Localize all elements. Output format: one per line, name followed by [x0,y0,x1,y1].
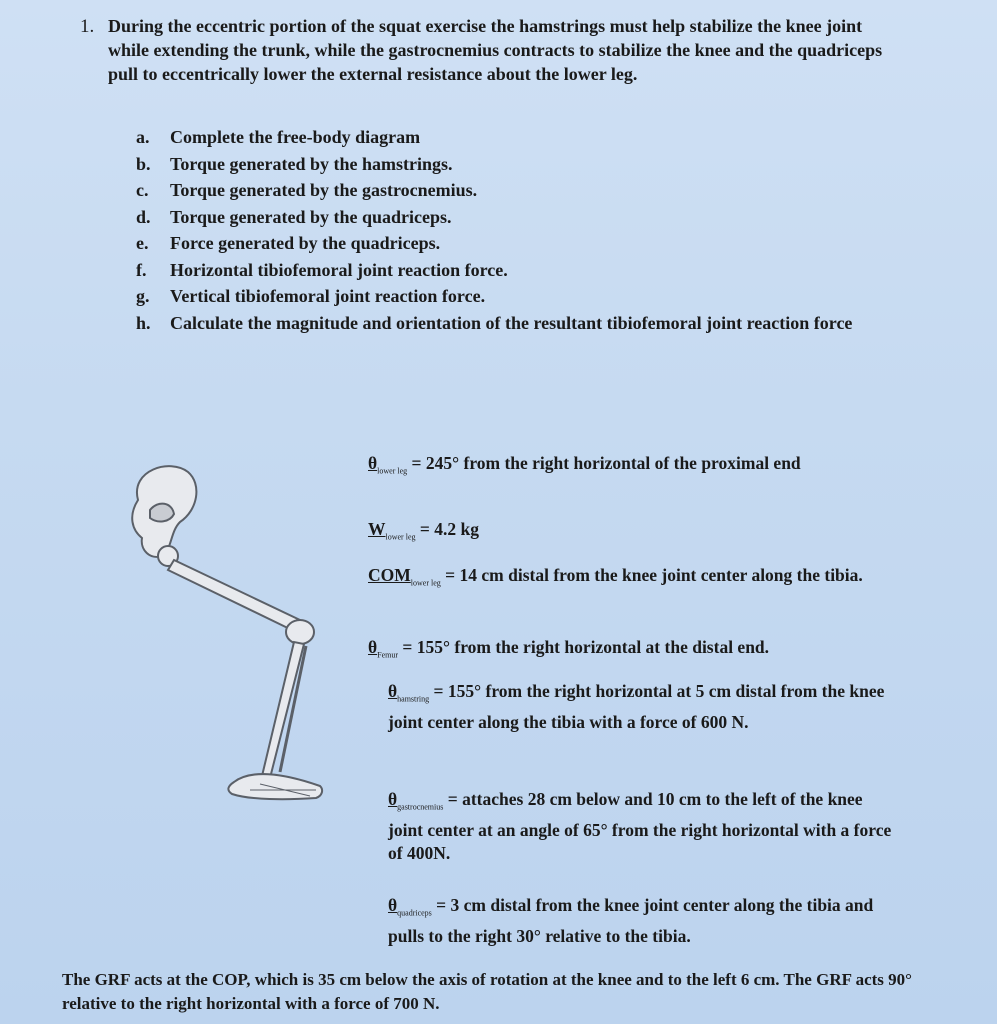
list-item [136,283,876,310]
given-theta-lower-leg [368,452,888,483]
list-item [136,230,876,257]
item-letter: g. [136,286,150,306]
question-text: During the eccentric portion of the squat exercise the hamstrings must help stabilize the knee joint while extending the trunk, while the gastrocnemius contracts to stabilize the knee and the quadriceps pull to eccentrically lower the external resistance about the lower leg. [108,16,883,84]
given-com-lower-leg [368,564,888,595]
lower-limb-skeleton-illustration [110,460,340,820]
item-text: Torque generated by the hamstrings. [170,153,453,174]
item-text: Calculate the magnitude and orientation of the resultant tibiofemoral joint reaction force [170,312,853,333]
list-item [136,151,876,178]
given-text: = 3 cm distal from the knee joint center along the tibia and pulls to the right 30° relative to the tibia. [388,895,874,946]
item-text: Torque generated by the gastrocnemius. [170,180,478,200]
symbol: $\theta_{lower leg}$ [368,453,408,476]
grf-statement: The GRF acts at the COP, which is 35 cm below the axis of rotation at the knee and to the left 6 cm. The GRF acts 90° relative to the right horizontal with a force of 700 N. [62,970,912,1013]
item-text: Complete the free-body diagram [170,127,421,147]
given-text: = 4.2 kg [419,519,479,539]
symbol: $\theta_{Femur}$ [368,637,399,660]
item-text: Horizontal tibiofemoral joint reaction force. [170,259,508,280]
given-text: = 155° from the right horizontal at the distal end. [402,637,770,657]
item-letter: f. [136,259,147,280]
symbol: $\theta_{hamstring}$ [388,681,430,704]
given-text: = 14 cm distal from the knee joint center along the tibia. [445,565,863,585]
item-letter: h. [136,312,151,333]
given-theta-gastrocnemius [388,788,898,865]
item-text: Force generated by the quadriceps. [170,233,441,253]
item-letter: a. [136,127,150,147]
given-theta-hamstring [388,680,888,734]
symbol: $\theta_{gastrocnemius}$ [388,789,444,812]
sub-question-list [136,124,876,336]
question-number: 1. [80,16,95,37]
given-text: = 155° from the right horizontal at 5 cm distal from the knee joint center along the tibia with a force of 600 N. [388,681,885,732]
item-text: Vertical tibiofemoral joint reaction force. [170,286,486,306]
item-letter: e. [136,233,149,253]
given-text: = attaches 28 cm below and 10 cm to the left of the knee joint center at an angle of 65° from the right horizontal with a force of 400N. [388,789,892,863]
list-item [136,310,876,337]
given-text: = 245° from the right horizontal of the proximal end [411,453,801,473]
item-letter: b. [136,153,151,174]
symbol: $COM_{lower leg}$ [368,565,441,588]
item-letter: c. [136,180,149,200]
item-text: Torque generated by the quadriceps. [170,206,452,227]
list-item [136,177,876,204]
given-weight-lower-leg [368,518,888,549]
item-letter: d. [136,206,151,227]
symbol: $\theta_{quadriceps}$ [388,895,432,918]
symbol: $W_{lower leg}$ [368,519,416,542]
given-theta-quadriceps [388,894,898,948]
list-item [136,124,876,151]
list-item [136,257,876,284]
list-item [136,204,876,231]
given-theta-femur [368,636,888,667]
